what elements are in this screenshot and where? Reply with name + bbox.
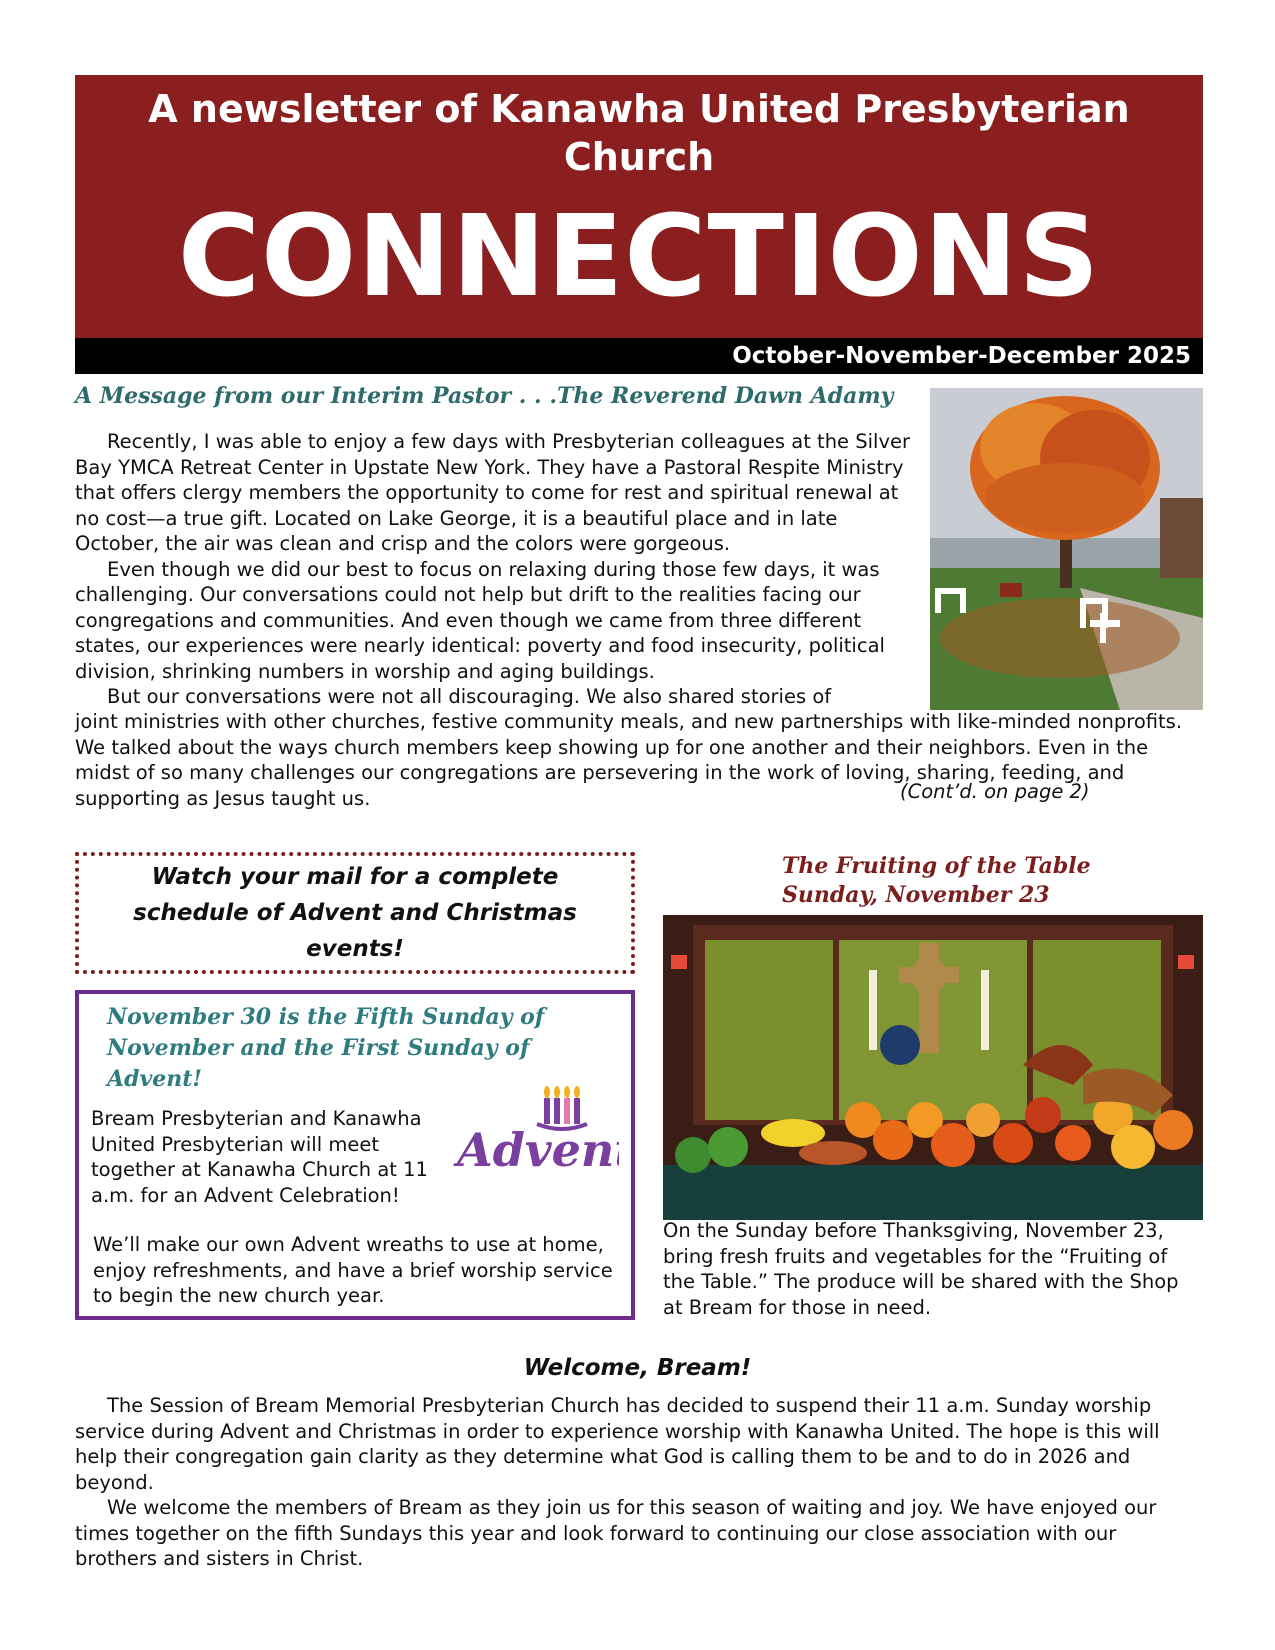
advent-heading: November 30 is the Fifth Sunday of November and the First Sunday of Advent!	[107, 1004, 545, 1092]
advent-logo-text: Advent	[457, 1123, 619, 1177]
fruiting-caption: On the Sunday before Thanksgiving, November 23, bring fresh fruits and vegetables for the “Fruiting of the Table.” The produce will be shared with the Shop at Bream for those in need.	[663, 1219, 1179, 1319]
welcome-heading: Welcome, Bream!	[523, 1355, 752, 1381]
fruiting-heading	[782, 852, 1091, 910]
pastor-paragraph-3-start: But our conversations were not all discouraging. We also shared stories of	[107, 685, 832, 708]
watch-mail-text: Watch your mail for a complete schedule of Advent and Christmas events!	[133, 864, 577, 962]
pastor-paragraph-3-rest: joint ministries with other churches, festive community meals, and new partnerships with like-minded nonprofits. We talked about the ways church members keep showing up for one another and their neighbors. Even in the midst of so many challenges our congregations are persevering in the work of loving, sharing, feeding, and supporting as Jesus taught us.	[75, 710, 1183, 810]
fruiting-heading-date: Sunday, November 23	[782, 882, 1050, 908]
advent-candles-logo	[449, 1078, 619, 1188]
advent-paragraph-1: Bream Presbyterian and Kanawha United Presbyterian will meet together at Kanawha Church at 11 a.m. for an Advent Celebration!	[91, 1107, 428, 1207]
autumn-tree-photo	[930, 388, 1203, 710]
advent-celebration-box	[75, 990, 635, 1320]
fruiting-altar-photo	[663, 915, 1203, 1220]
welcome-paragraph-1: The Session of Bream Memorial Presbyterian Church has decided to suspend their 11 a.m. Sunday worship service during Advent and Christmas in order to experience worship with Kanawha United. The hope is this will help their congregation gain clarity as they determine what God is calling them to be and to do in 2026 and beyond.	[75, 1394, 1160, 1494]
welcome-body	[75, 1393, 1203, 1572]
advent-paragraph-2: We’ll make our own Advent wreaths to use at home, enjoy refreshments, and have a brief worship service to begin the new church year.	[93, 1233, 613, 1307]
autumn-tree-illustration	[930, 388, 1203, 710]
dateline-bar	[75, 338, 1203, 374]
altar-fruit-illustration	[663, 915, 1203, 1220]
issue-date: October-November-December 2025	[732, 343, 1191, 369]
newsletter-title: CONNECTIONS	[177, 192, 1101, 322]
fruiting-heading-title: The Fruiting of the Table	[782, 853, 1091, 879]
newsletter-subtitle: A newsletter of Kanawha United Presbyterian Church	[148, 87, 1130, 179]
watch-mail-notice	[75, 852, 635, 974]
pastor-paragraph-1: Recently, I was able to enjoy a few days with Presbyterian colleagues at the Silver Bay YMCA Retreat Center in Upstate New York. They have a Pastoral Respite Ministry that offers clergy members the opportunity to come for rest and spiritual renewal at no cost—a true gift. Located on Lake George, it is a beautiful place and in late October, the air was clean and crisp and the colors were gorgeous.	[75, 430, 911, 555]
pastor-paragraph-2: Even though we did our best to focus on relaxing during those few days, it was challenging. Our conversations could not help but drift to the realities facing our congregations and communities. And even though we came from three different states, our experiences were nearly identical: poverty and food insecurity, political division, shrinking numbers in worship and aging buildings.	[75, 557, 885, 683]
continued-note: (Cont’d. on page 2)	[900, 780, 1090, 803]
pastor-message-body	[75, 429, 913, 710]
masthead-banner	[75, 75, 1203, 338]
pastor-message-heading: A Message from our Interim Pastor . . .The Reverend Dawn Adamy	[75, 383, 894, 409]
welcome-paragraph-2: We welcome the members of Bream as they join us for this season of waiting and joy. We have enjoyed our times together on the fifth Sundays this year and look forward to continuing our close association with our brothers and sisters in Christ.	[75, 1496, 1157, 1570]
